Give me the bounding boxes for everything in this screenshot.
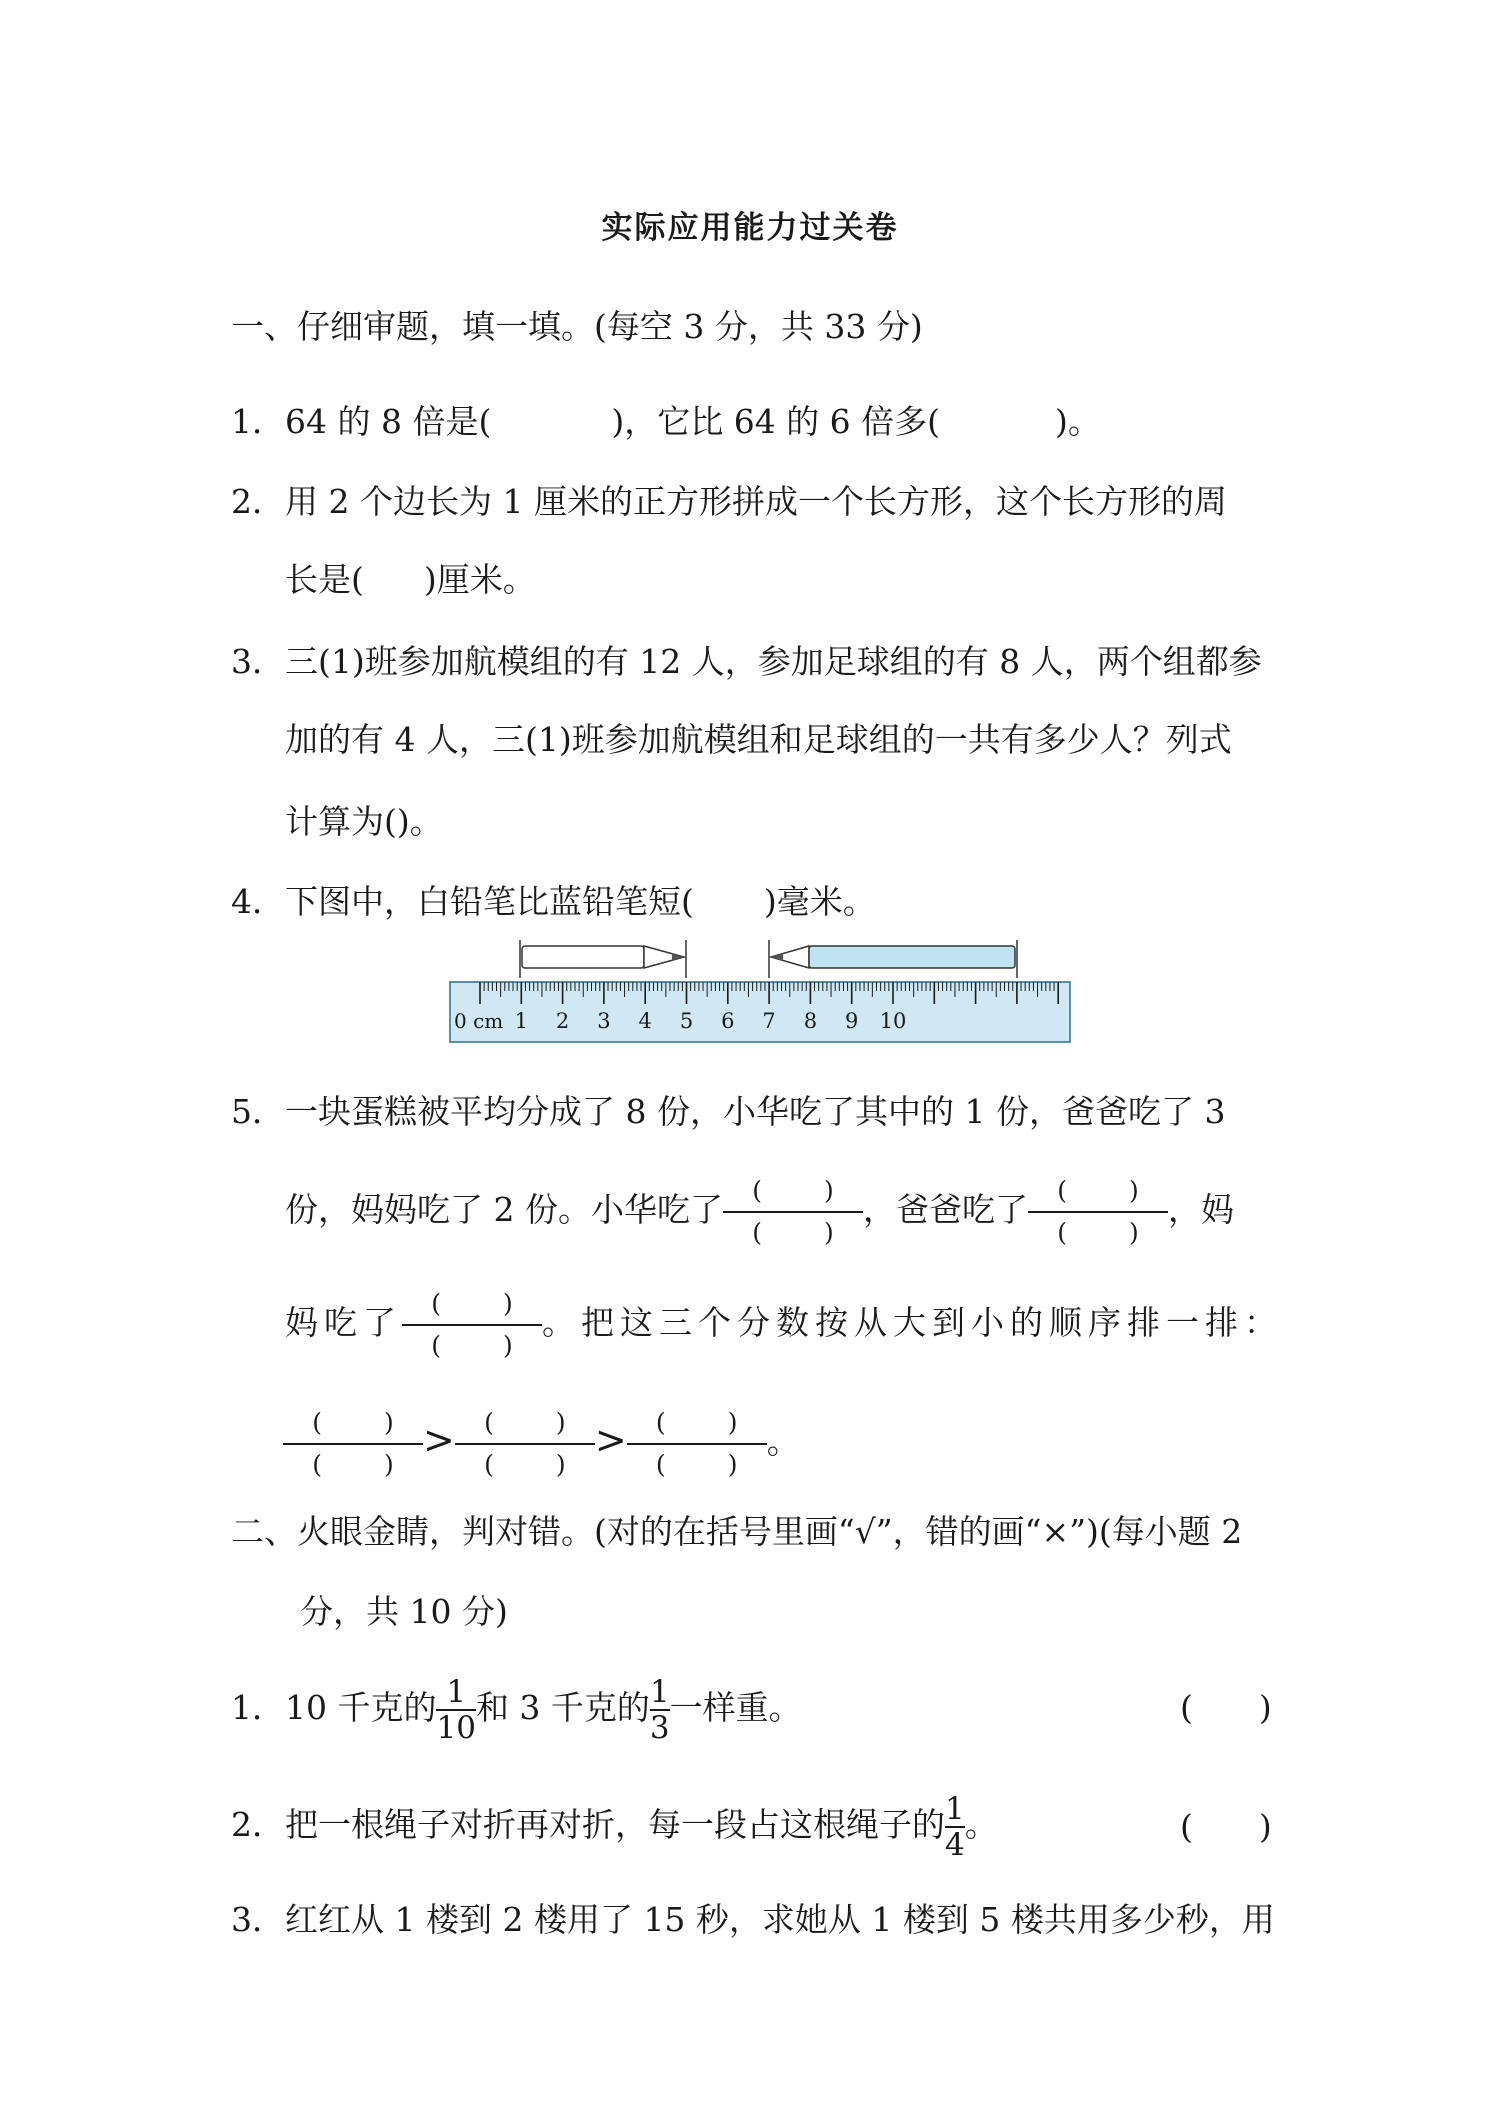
- question-number: 3．: [231, 1900, 285, 1939]
- question-1-4: [231, 880, 876, 924]
- blue-pencil: [769, 940, 1017, 978]
- fraction-blank-order-1[interactable]: $\frac{( )}{( )}$: [283, 1408, 423, 1480]
- question-text: 一块蛋糕被平均分成了 8 份，小华吃了其中的 1 份，爸爸吃了 3: [285, 1092, 1226, 1131]
- question-text: 红红从 1 楼到 2 楼用了 15 秒，求她从 1 楼到 5 楼共用多少秒，用: [285, 1900, 1275, 1939]
- ruler-tick-label: 3: [597, 1009, 611, 1033]
- ruler-tick-label: 4: [638, 1009, 652, 1033]
- question-text: 和 3 千克的: [475, 1688, 650, 1727]
- page-title: 实际应用能力过关卷: [601, 210, 899, 246]
- greater-than-sign: >: [594, 1418, 627, 1462]
- question-1-2-cont: [285, 558, 536, 602]
- judge-blank-1[interactable]: ( ): [1180, 1688, 1272, 1727]
- section1-heading: 一、仔细审题，填一填。(每空 3 分，共 33 分): [231, 307, 923, 346]
- section2-heading-cont: 分，共 10 分): [300, 1592, 508, 1631]
- question-2-1: [231, 1668, 802, 1748]
- ruler-tick-label: 6: [721, 1009, 735, 1033]
- question-1-3-line2: 加的有 4 人，三(1)班参加航模组和足球组的一共有多少人？列式: [285, 720, 1232, 759]
- question-number: 4．: [231, 882, 285, 921]
- question-text: 。把这三个分数按从大到小的顺序排一排：: [542, 1303, 1283, 1342]
- question-text: )毫米。: [763, 882, 876, 921]
- question-text: ，爸爸吃了: [862, 1190, 1028, 1229]
- greater-than-sign: >: [423, 1418, 455, 1462]
- question-1-3: [231, 640, 1262, 684]
- ruler-tick-label: 8: [803, 1009, 818, 1033]
- question-text: 10 千克的: [285, 1688, 437, 1727]
- fraction-blank-order-2[interactable]: $\frac{( )}{( )}$: [455, 1408, 595, 1480]
- question-text: 妈吃了: [285, 1303, 402, 1342]
- ruler-unit-label: 0 cm: [454, 1009, 504, 1033]
- white-pencil: [520, 940, 686, 978]
- fraction-one-third: $\frac{1}{3}$: [649, 1674, 670, 1746]
- question-number: 2．: [231, 1805, 285, 1844]
- question-1-3-line3: 计算为()。: [285, 802, 443, 841]
- fraction-blank-baba[interactable]: $\frac{( )}{( )}$: [1028, 1176, 1168, 1248]
- question-text: 。: [766, 1422, 800, 1461]
- question-text: )。: [1055, 402, 1101, 441]
- question-1-5: [231, 1090, 1225, 1134]
- question-text: )，它比 64 的 6 倍多(: [611, 402, 941, 441]
- ruler-tick-label: 1: [514, 1009, 528, 1033]
- question-2-2: [231, 1785, 998, 1865]
- ruler-tick-label: 2: [555, 1009, 570, 1033]
- section2-heading: 二、火眼金睛，判对错。(对的在括号里画“√”，错的画“×”)(每小题 2: [231, 1512, 1243, 1551]
- ruler-tick-label: 7: [762, 1009, 776, 1033]
- question-text: 用 2 个边长为 1 厘米的正方形拼成一个长方形，这个长方形的周: [285, 482, 1227, 521]
- fraction-one-tenth: $\frac{1}{10}$: [436, 1674, 476, 1746]
- question-1-5-line2: [285, 1150, 1234, 1270]
- ruler-figure: [440, 930, 1080, 1060]
- question-1-2: [231, 480, 1227, 524]
- question-text: 。: [964, 1805, 998, 1844]
- question-text: 份，妈妈吃了 2 份。小华吃了: [285, 1190, 723, 1229]
- question-1-1: [231, 400, 1101, 444]
- question-text: )厘米。: [423, 560, 536, 599]
- question-number: 3．: [231, 642, 285, 681]
- ruler-tick-label: 10: [879, 1009, 907, 1033]
- question-text: 长是(: [285, 560, 364, 599]
- judge-blank-2[interactable]: ( ): [1180, 1807, 1272, 1846]
- question-2-3: [231, 1898, 1275, 1942]
- question-text: 把一根绳子对折再对折，每一段占这根绳子的: [285, 1805, 945, 1844]
- question-1-5-order: [283, 1380, 800, 1502]
- question-number: 1．: [231, 1688, 285, 1727]
- question-number: 1．: [231, 402, 285, 441]
- fraction-blank-mama[interactable]: $\frac{( )}{( )}$: [402, 1289, 542, 1361]
- ruler: [450, 982, 1070, 1042]
- question-text: 三(1)班参加航模组的有 12 人，参加足球组的有 8 人，两个组都参: [285, 642, 1262, 681]
- question-text: ，妈: [1167, 1190, 1234, 1229]
- ruler-tick-label: 5: [679, 1009, 694, 1033]
- question-number: 5．: [231, 1092, 285, 1131]
- question-text: 下图中，白铅笔比蓝铅笔短(: [285, 882, 694, 921]
- fraction-one-quarter: $\frac{1}{4}$: [945, 1791, 965, 1863]
- fraction-blank-order-3[interactable]: $\frac{( )}{( )}$: [627, 1408, 767, 1480]
- question-number: 2．: [231, 482, 285, 521]
- question-text: 64 的 8 倍是(: [285, 402, 492, 441]
- question-1-5-line3: [285, 1263, 1283, 1383]
- ruler-tick-label: 9: [845, 1009, 859, 1033]
- question-text: 一样重。: [669, 1688, 802, 1727]
- fraction-blank-xiaohua[interactable]: $\frac{( )}{( )}$: [723, 1176, 863, 1248]
